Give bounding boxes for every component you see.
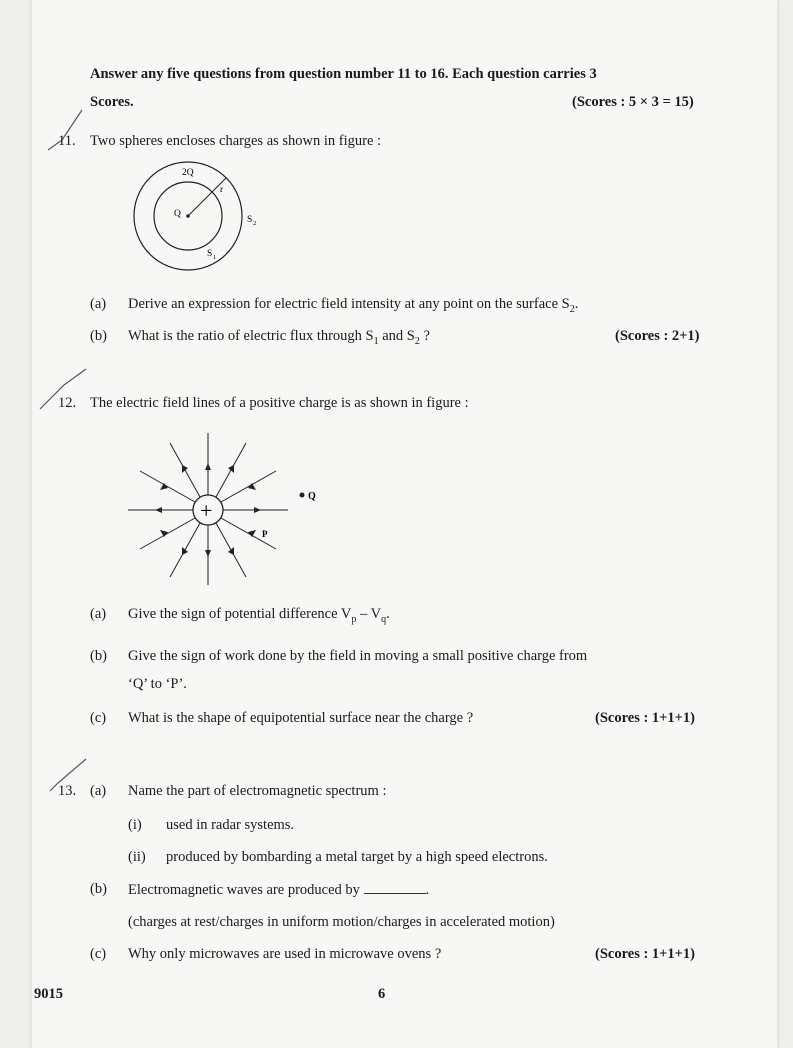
outer-surface-label: S — [247, 215, 253, 225]
positive-charge-symbol: + — [200, 498, 213, 523]
instructions-line-2: Scores. — [90, 94, 134, 110]
question-13a-i-text: used in radar systems. — [166, 817, 295, 833]
question-12b-label: (b) — [90, 648, 107, 664]
question-11a-text: Derive an expression for electric field intensity at any point on the surface $S_2$. — [128, 296, 579, 315]
question-11-text: Two spheres encloses charges as shown in figure : — [90, 133, 382, 149]
question-11a-label: (a) — [90, 296, 107, 312]
question-13b-label: (b) — [90, 881, 107, 897]
question-12b-text-line-2: ‘Q’ to ‘P’. — [128, 676, 187, 692]
inner-surface-subscript: 1 — [213, 254, 217, 261]
question-13c-label: (c) — [90, 946, 107, 962]
radius-label: r — [220, 185, 224, 195]
question-13-number: 13. — [58, 783, 77, 799]
answer-blank — [364, 881, 426, 894]
question-13a-i-label: (i) — [128, 817, 142, 833]
exam-page — [32, 0, 777, 1048]
question-13a-text: Name the part of electromagnetic spectrum : — [128, 783, 387, 799]
question-13b-options: (charges at rest/charges in uniform motion/charges in accelerated motion) — [128, 914, 555, 930]
footer-code: 9015 — [34, 986, 63, 1002]
question-12a-text: Give the sign of potential difference $V_p - V_q$. — [128, 606, 390, 625]
question-11-scores: (Scores : 2+1) — [615, 328, 700, 344]
field-lines-figure — [122, 425, 316, 590]
question-12-text: The electric field lines of a positive charge is as shown in figure : — [90, 395, 469, 411]
point-q-label: Q — [308, 491, 316, 502]
inner-charge-label: Q — [174, 209, 181, 219]
question-12b-text-line-1: Give the sign of work done by the field in moving a small positive charge from — [128, 648, 588, 664]
question-12c-text: What is the shape of equipotential surface near the charge ? — [128, 710, 474, 726]
question-12-scores: (Scores : 1+1+1) — [595, 710, 696, 726]
page-number: 6 — [378, 986, 386, 1002]
concentric-spheres-figure — [122, 160, 272, 278]
point-p-label: P — [262, 529, 268, 539]
question-11-number: 11. — [58, 133, 76, 149]
question-12c-label: (c) — [90, 710, 107, 726]
question-12-number: 12. — [58, 395, 77, 411]
outer-charge-label: 2Q — [182, 168, 194, 178]
instructions-scores: (Scores : 5 × 3 = 15) — [572, 94, 694, 110]
radius-line — [188, 178, 226, 216]
question-12a-label: (a) — [90, 606, 107, 622]
question-13b-text: Electromagnetic waves are produced by . — [128, 882, 430, 898]
outer-surface-subscript: 2 — [253, 220, 257, 227]
question-13c-text: Why only microwaves are used in microwave ovens ? — [128, 946, 442, 962]
point-q-dot — [300, 493, 305, 498]
question-13a-ii-text: produced by bombarding a metal target by a high speed electrons. — [166, 849, 548, 865]
question-11b-label: (b) — [90, 328, 107, 344]
instructions-line-1: Answer any five questions from question number 11 to 16. Each question carries 3 — [90, 66, 597, 82]
question-11b-text: What is the ratio of electric flux through $S_1$ and $S_2$ ? — [128, 328, 430, 347]
question-13a-ii-label: (ii) — [128, 849, 146, 865]
question-13a-label: (a) — [90, 783, 107, 799]
question-13-scores: (Scores : 1+1+1) — [595, 946, 696, 962]
inner-surface-label: S — [207, 249, 213, 259]
